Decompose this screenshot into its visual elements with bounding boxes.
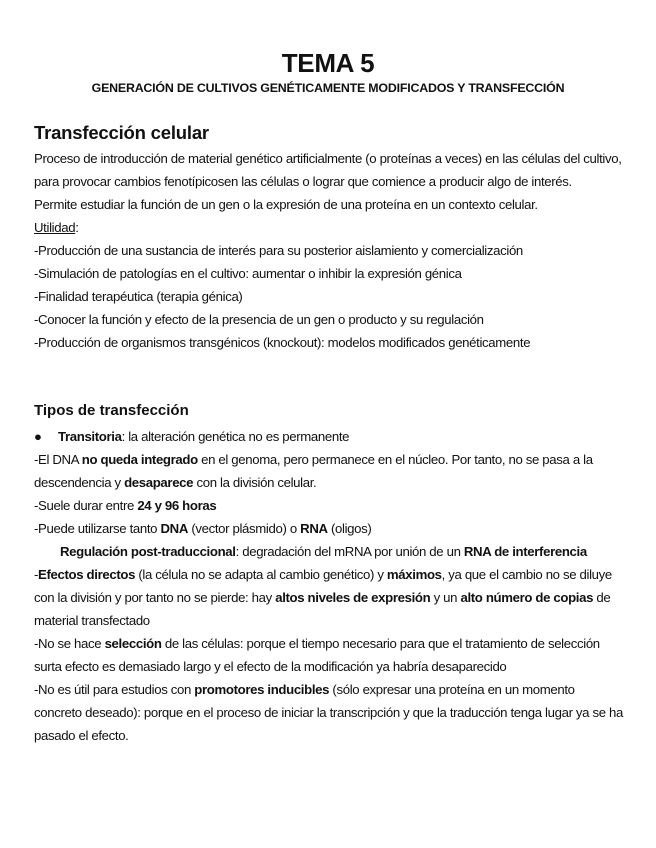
paragraph <box>34 448 624 494</box>
bold-term: selección <box>104 636 162 651</box>
bold-term: no queda integrado <box>81 452 198 467</box>
text-span: , ya que el cambio no se diluye con la división y por tanto no se pierde: hay <box>34 567 612 605</box>
bullet-icon: ● <box>34 429 42 444</box>
bold-term: desaparece <box>124 475 194 490</box>
text-span: de las células: porque el tiempo necesario para que el tratamiento de selección surta efecto es demasiado largo y el efecto de la modificación ya habría desaparecido <box>34 636 600 674</box>
paragraph: Permite estudiar la función de un gen o la expresión de una proteína en un contexto celular. <box>34 197 538 212</box>
section-body-transfeccion <box>34 147 624 354</box>
bold-term: Transitoria <box>58 429 122 444</box>
text-span: con la división celular. <box>193 475 317 490</box>
page-subtitle: GENERACIÓN DE CULTIVOS GENÉTICAMENTE MODIFICADOS Y TRANSFECCIÓN <box>91 81 565 95</box>
text-span: (sólo expresar una proteína en un momento concreto deseado): porque en el proceso de iniciar la transcripción y que la traducción tenga lugar ya se ha pasado el efecto. <box>34 682 623 743</box>
paragraph <box>34 632 624 678</box>
text-span: en el genoma, pero permanece en el núcleo. Por tanto, no se pasa a la descendencia y <box>34 452 593 490</box>
paragraph <box>34 494 624 517</box>
utilidad-label-line <box>34 216 624 239</box>
text-span: : degradación del mRNA por unión de un <box>235 544 464 559</box>
paragraph <box>34 517 624 540</box>
list-item: -Simulación de patologías en el cultivo: aumentar o inhibir la expresión génica <box>34 266 462 281</box>
bold-term: alto número de copias <box>460 590 594 605</box>
bold-term: máximos <box>386 567 442 582</box>
section-heading-transfeccion: Transfección celular <box>34 122 209 143</box>
utilidad-label: Utilidad <box>34 220 76 235</box>
text-span: -Suele durar entre <box>34 498 138 513</box>
indented-paragraph <box>34 540 624 563</box>
utilidad-colon: : <box>75 220 79 235</box>
bold-term: Regulación post-traduccional <box>60 544 236 559</box>
list-item: -Producción de organismos transgénicos (knockout): modelos modificados genéticamente <box>34 335 531 350</box>
paragraph <box>34 563 624 632</box>
list-item: -Producción de una sustancia de interés para su posterior aislamiento y comercialización <box>34 243 523 258</box>
bold-term: RNA <box>300 521 328 536</box>
text-span: -Puede utilizarse tanto <box>34 521 161 536</box>
bold-term: promotores inducibles <box>194 682 330 697</box>
paragraph: Proceso de introducción de material genético artificialmente (o proteínas a veces) en las células del cultivo, para provocar cambios fenotípicosen las células o lograr que comience a producir algo de interés. <box>34 151 622 189</box>
text-span: -No se hace <box>34 636 105 651</box>
text-span: : la alteración genética no es permanente <box>121 429 350 444</box>
text-span: (la célula no se adapta al cambio genético) y <box>135 567 387 582</box>
text-span: - <box>34 567 39 582</box>
bold-term: Efectos directos <box>38 567 136 582</box>
section-body-tipos <box>34 425 624 747</box>
bold-term: DNA <box>160 521 189 536</box>
list-item: -Finalidad terapéutica (terapia génica) <box>34 289 243 304</box>
bold-term: altos niveles de expresión <box>275 590 431 605</box>
text-span: y un <box>430 590 461 605</box>
paragraph <box>34 678 624 747</box>
text-span: de material transfectado <box>34 590 611 628</box>
page-title: TEMA 5 <box>281 48 375 78</box>
bullet-item <box>34 425 624 448</box>
text-span: (vector plásmido) o <box>188 521 301 536</box>
list-item: -Conocer la función y efecto de la presencia de un gen o producto y su regulación <box>34 312 484 327</box>
text-span: -El DNA <box>34 452 82 467</box>
bold-term: RNA de interferencia <box>463 544 587 559</box>
text-span: (oligos) <box>327 521 372 536</box>
bold-term: 24 y 96 horas <box>137 498 217 513</box>
text-span: -No es útil para estudios con <box>34 682 195 697</box>
section-heading-tipos: Tipos de transfección <box>34 402 189 419</box>
